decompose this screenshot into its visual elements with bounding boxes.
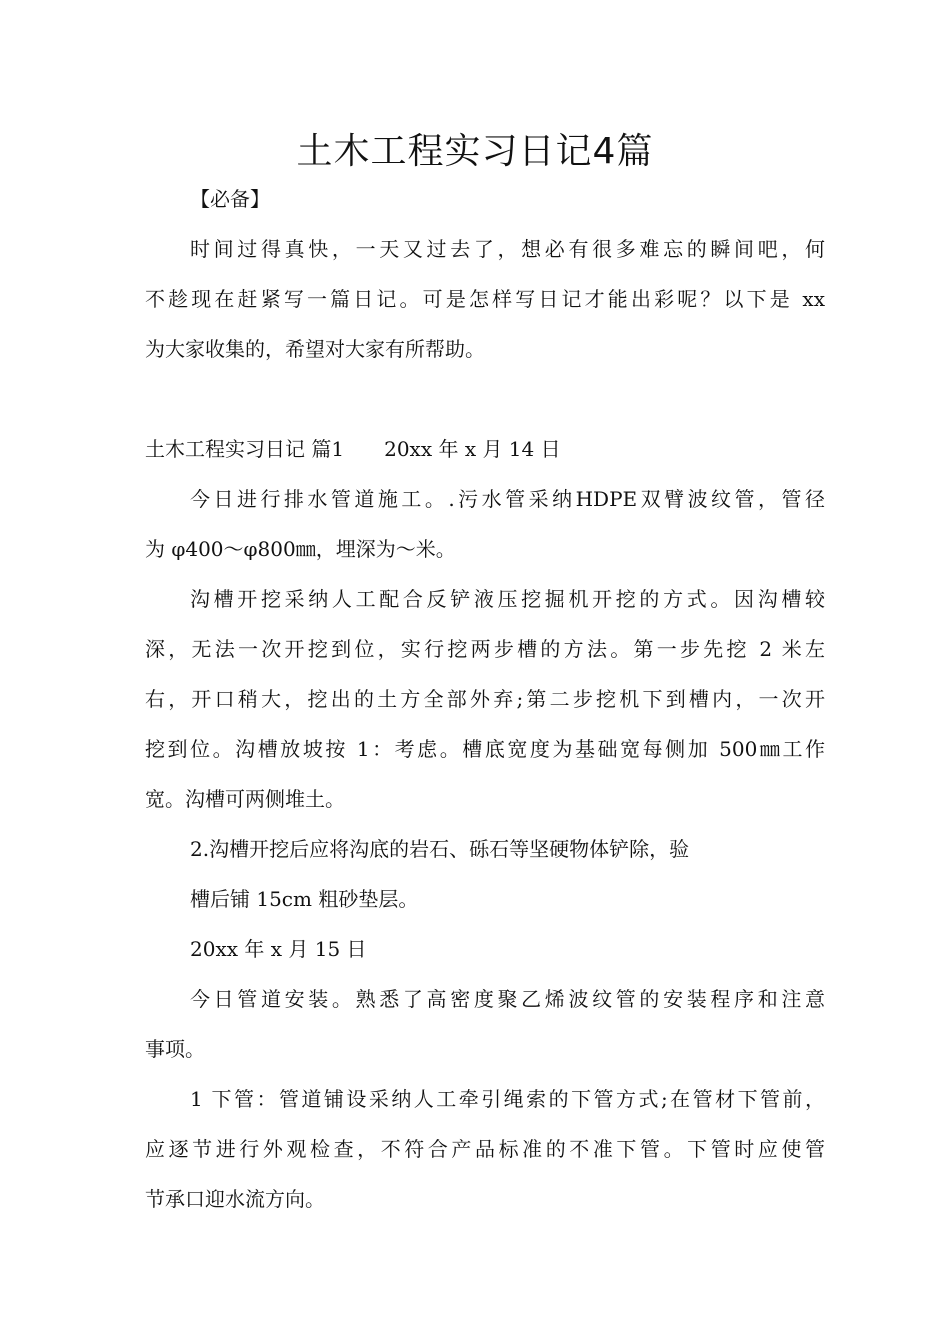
body-line: 应逐节进行外观检查，不符合产品标准的不准下管。下管时应使管 xyxy=(145,1137,825,1161)
body-line: 槽后铺 15cm 粗砂垫层。 xyxy=(190,887,419,911)
body-line: 1 下管：管道铺设采纳人工牵引绳索的下管方式;在管材下管前， xyxy=(190,1087,825,1111)
section-heading-row xyxy=(145,434,561,464)
body-line: 沟槽开挖采纳人工配合反铲液压挖掘机开挖的方式。因沟槽较 xyxy=(190,587,825,611)
intro-line: 不趁现在赶紧写一篇日记。可是怎样写日记才能出彩呢？以下是 xx xyxy=(145,287,825,311)
body-line: 右，开口稍大，挖出的土方全部外弃;第二步挖机下到槽内，一次开 xyxy=(145,687,825,711)
section-date: 20xx 年 x 月 14 日 xyxy=(384,437,561,461)
body-line: 今日管道安装。熟悉了高密度聚乙烯波纹管的安装程序和注意 xyxy=(190,987,825,1011)
body-line: 事项。 xyxy=(145,1037,205,1061)
body-line: 深，无法一次开挖到位，实行挖两步槽的方法。第一步先挖 2 米左 xyxy=(145,637,825,661)
body-line: 宽。沟槽可两侧堆土。 xyxy=(145,787,345,811)
body-line: 节承口迎水流方向。 xyxy=(145,1187,325,1211)
body-line: 今日进行排水管道施工。.污水管采纳HDPE双臂波纹管，管径 xyxy=(190,487,825,511)
entry-date: 20xx 年 x 月 15 日 xyxy=(190,937,367,961)
document-title: 土木工程实习日记4篇 xyxy=(296,131,654,172)
intro-line: 为大家收集的，希望对大家有所帮助。 xyxy=(145,337,485,361)
body-line: 为 φ400～φ800㎜，埋深为～米。 xyxy=(145,537,456,561)
intro-line: 时间过得真快，一天又过去了，想必有很多难忘的瞬间吧，何 xyxy=(190,237,825,261)
document-tag: 【必备】 xyxy=(190,187,270,211)
body-line: 挖到位。沟槽放坡按 1：考虑。槽底宽度为基础宽每侧加 500㎜工作 xyxy=(145,737,825,761)
section-heading: 土木工程实习日记 篇1 xyxy=(145,437,345,461)
body-line: 2.沟槽开挖后应将沟底的岩石、砾石等坚硬物体铲除，验 xyxy=(190,837,690,861)
